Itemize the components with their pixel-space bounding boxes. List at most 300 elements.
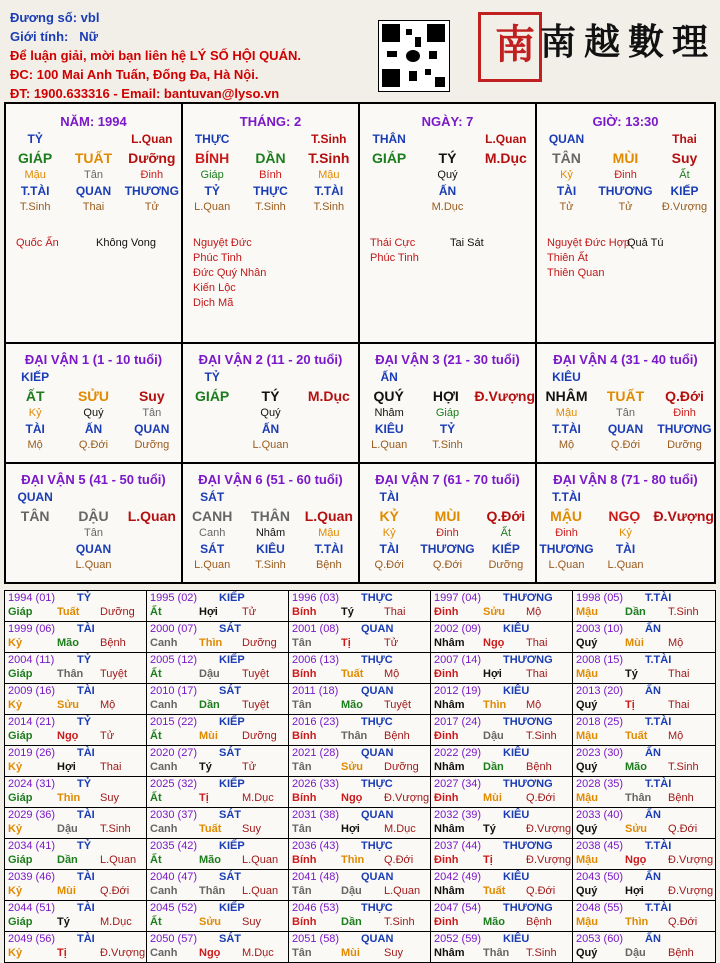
year-god: ẤN [645,747,661,759]
star-name: Phúc Tinh [370,252,419,264]
year-phase: Mộ [668,637,684,649]
spacer [596,369,655,386]
year-god: ẤN [645,685,661,697]
year-stem: Giáp [8,854,33,866]
year-branch: Tị [483,854,493,866]
year-cell[interactable] [5,622,147,652]
luck-cell[interactable] [537,344,714,462]
year-stem: Bính [292,916,317,928]
phone-email[interactable]: ĐT: 1900.633316 - Email: bantuvan@lyso.vn [10,86,280,101]
year-phase: Đ.Vượng [668,885,714,897]
luck-stem-branch-row [183,386,358,406]
year-label: 2020 (27) [150,747,198,759]
hidden-stem: Tân [84,527,103,539]
hidden-god [360,183,418,200]
year-cell[interactable] [431,591,573,621]
year-branch: Hợi [483,668,502,680]
year-row [5,746,715,777]
hidden-god [123,541,181,558]
hidden-stem: Quý [260,407,281,419]
year-cell[interactable] [431,746,573,776]
year-branch: Hợi [199,606,218,618]
star-line [193,266,354,281]
year-label: 2042 (49) [434,871,482,883]
year-row [5,901,715,932]
hidden-stem: Quý [437,169,458,181]
stem-branch: DẦN [255,150,286,166]
hidden-stem: Đinh [140,169,164,181]
year-cell[interactable] [147,870,289,900]
ten-god [241,131,299,148]
year-stem: Ất [150,606,162,618]
hidden-stem-row [360,406,535,421]
hidden-god-row [360,541,535,558]
year-branch: Mùi [57,885,76,897]
star-name: Thiên Ất [547,252,588,264]
year-cell[interactable] [5,839,147,869]
luck-stem-branch: Đ.Vượng [653,508,714,524]
luck-row [6,464,714,582]
luck-title: ĐẠI VẬN 5 (41 - 50 tuổi) [21,472,166,487]
year-cell[interactable] [5,932,147,962]
year-god: TỶ [77,840,92,852]
star-name: Nguyệt Đức [193,237,252,249]
year-label: 2031 (38) [292,809,340,821]
year-stem: Quý [576,761,598,773]
year-stem: Kỷ [8,637,23,649]
luck-stem-branch: NHÂM [545,388,588,404]
life-stage [477,200,535,215]
year-phase: Bệnh [526,761,552,773]
year-cell[interactable] [573,932,715,962]
life-stage-row [183,558,358,573]
hidden-stem-row [6,526,181,541]
ten-god: THỰC [194,132,230,146]
year-branch: Thân [341,730,368,742]
year-cell[interactable] [289,684,431,714]
stem-branch-row [537,148,714,168]
year-label: 2047 (54) [434,902,482,914]
pillar-cell[interactable] [537,104,714,342]
year-god: QUAN [361,933,394,945]
year-label: 2014 (21) [8,716,56,728]
luck-stem-branch: Q.Đới [665,388,704,404]
stem-branch-row [6,148,181,168]
year-stem: Ất [150,792,162,804]
life-stage: L.Quan [194,559,231,571]
year-cell[interactable] [289,715,431,745]
year-phase: Suy [100,792,119,804]
year-phase: M.Dục [242,947,274,959]
year-cell[interactable] [147,684,289,714]
year-stem: Tân [292,699,312,711]
year-branch: Sửu [625,823,648,835]
year-label: 2039 (46) [8,871,56,883]
year-stem: Mậu [576,606,598,618]
spacer [300,369,358,386]
hidden-god-row [183,421,358,438]
year-cell[interactable] [147,777,289,807]
year-cell[interactable] [573,653,715,683]
year-god: THỰC [361,592,393,604]
year-stem: Mậu [576,916,598,928]
luck-god: TỶ [204,370,220,384]
year-row [5,591,715,622]
year-cell[interactable] [289,591,431,621]
year-god: TỶ [77,654,92,666]
pillar-title: THÁNG: 2 [239,114,302,129]
year-phase: Mộ [384,668,400,680]
year-stem: Bính [292,606,317,618]
year-label: 2036 (43) [292,840,340,852]
year-phase: Bệnh [384,730,410,742]
stem-branch: Suy [671,150,698,166]
year-god: ẤN [645,623,661,635]
year-cell[interactable] [5,901,147,931]
year-cell[interactable] [573,622,715,652]
hidden-stem: Mậu [24,169,46,181]
luck-stem-branch: M.Dục [307,388,350,404]
hidden-stem: Tân [616,407,635,419]
year-cell[interactable] [289,839,431,869]
luck-stem-branch: GIÁP [195,388,230,404]
year-cell[interactable] [289,622,431,652]
luck-stem-branch-row [537,386,714,406]
year-stem: Kỷ [8,761,23,773]
year-label: 2000 (07) [150,623,198,635]
year-phase: Mộ [100,699,116,711]
hidden-stem-row [537,168,714,183]
year-label: 1994 (01) [8,592,56,604]
year-branch: Dậu [199,668,220,680]
year-cell[interactable] [431,932,573,962]
year-label: 2001 (08) [292,623,340,635]
year-god: ẤN [645,871,661,883]
year-cell[interactable] [289,653,431,683]
year-cell[interactable] [431,808,573,838]
luck-stem-branch: ẤT [25,388,45,404]
luck-stem-branch: MẬU [550,508,583,524]
year-stem: Mậu [576,792,598,804]
pillar-cell[interactable] [183,104,360,342]
hidden-god-row [183,541,358,558]
year-god: THỰC [361,716,393,728]
spacer [64,489,122,506]
hidden-stem-row [360,526,535,541]
hidden-god: THƯƠNG [539,542,594,556]
year-god: TÀI [77,685,95,697]
year-label: 2048 (55) [576,902,624,914]
luck-cell[interactable] [360,464,537,582]
year-branch: Dần [199,699,220,711]
luck-cell[interactable] [6,344,183,462]
hidden-stem: Tân [84,169,103,181]
pillar-cell[interactable] [360,104,537,342]
year-branch: Thìn [341,854,365,866]
year-cell[interactable] [573,746,715,776]
year-branch: Mão [57,637,79,649]
star-name: Quốc Ấn [16,237,59,249]
year-god: T.TÀI [645,592,672,604]
year-cell[interactable] [147,622,289,652]
year-cell[interactable] [573,777,715,807]
year-god: KIẾP [219,654,245,666]
hidden-god-row [360,421,535,438]
year-row [5,932,715,962]
year-cell[interactable] [431,684,573,714]
year-stem: Ất [150,730,162,742]
life-stage: Q.Đới [432,559,463,571]
stem-branch: BÍNH [195,150,230,166]
year-branch: Ngọ [341,792,363,804]
year-god: T.TÀI [645,902,672,914]
hidden-god: T.TÀI [20,184,50,198]
luck-cell[interactable] [6,464,183,582]
year-cell[interactable] [147,901,289,931]
year-branch: Tị [625,699,635,711]
year-phase: Tuyệt [242,668,270,680]
year-phase: Q.Đới [668,916,698,928]
spacer [241,369,299,386]
hidden-god: KIÊU [374,422,404,436]
year-phase: Thai [526,668,548,680]
year-label: 2049 (56) [8,933,56,945]
star-name: Phúc Tinh [193,252,242,264]
year-cell[interactable] [289,932,431,962]
year-cell[interactable] [431,715,573,745]
year-phase: Q.Đới [384,854,414,866]
year-branch: Ngọ [483,637,505,649]
luck-cell[interactable] [537,464,714,582]
year-branch: Mão [199,854,221,866]
life-stage-row [360,438,535,453]
year-phase: Tuyệt [242,699,270,711]
year-stem: Quý [576,823,598,835]
year-phase: T.Sinh [526,730,557,742]
hidden-stem: Mậu [318,169,340,181]
year-god: QUAN [361,871,394,883]
year-row [5,653,715,684]
annual-luck-table [4,590,716,963]
year-label: 2016 (23) [292,716,340,728]
year-branch: Ngọ [57,730,79,742]
year-stem: Đinh [434,668,459,680]
header-info [10,8,380,103]
year-cell[interactable] [573,808,715,838]
star-line [16,236,177,251]
life-stage: Bệnh [315,559,342,571]
year-cell[interactable] [289,808,431,838]
year-cell[interactable] [431,901,573,931]
year-branch: Thân [625,792,652,804]
luck-stem-branch: MÙI [434,508,461,524]
year-cell[interactable] [289,870,431,900]
year-label: 2013 (20) [576,685,624,697]
hidden-god: THƯƠNG [657,422,712,436]
year-phase: Bệnh [668,947,694,959]
year-cell[interactable] [147,808,289,838]
year-god: T.TÀI [645,716,672,728]
year-cell[interactable] [573,870,715,900]
year-cell[interactable] [289,746,431,776]
year-cell[interactable] [573,684,715,714]
spacer [477,489,535,506]
year-phase: Tử [242,761,257,773]
star-line [193,236,354,251]
year-label: 2032 (39) [434,809,482,821]
year-label: 2005 (12) [150,654,198,666]
spacer [596,489,655,506]
luck-stem-branch: CANH [191,508,233,524]
year-label: 2053 (60) [576,933,624,945]
year-god: T.TÀI [645,654,672,666]
year-god: KIÊU [503,933,530,945]
star-name: Nguyệt Đức Hợp [547,237,631,249]
year-cell[interactable] [5,591,147,621]
ten-god-row [360,131,535,148]
luck-god-row [183,369,358,386]
year-god: THỰC [361,902,393,914]
year-god: TÀI [77,933,95,945]
year-stem: Đinh [434,606,459,618]
luck-cell[interactable] [183,344,360,462]
year-god: THƯƠNG [503,592,553,604]
life-stage: L.Quan [75,559,112,571]
year-cell[interactable] [147,591,289,621]
year-cell[interactable] [5,746,147,776]
year-stem: Giáp [8,668,33,680]
luck-cell[interactable] [183,464,360,582]
hidden-god: THƯƠNG [124,184,179,198]
year-god: KIẾP [219,716,245,728]
hidden-god: QUAN [75,542,112,556]
year-god: KIÊU [503,747,530,759]
year-branch: Tuất [483,885,506,897]
year-god: TÀI [77,747,95,759]
year-cell[interactable] [5,715,147,745]
year-label: 2046 (53) [292,902,340,914]
year-cell[interactable] [147,932,289,962]
year-god: SÁT [219,747,241,759]
year-label: 2023 (30) [576,747,624,759]
ten-god: T.Sinh [311,132,347,146]
qr-code-icon[interactable] [378,20,450,92]
hidden-god: SÁT [200,542,225,556]
year-phase: Mộ [526,606,542,618]
year-branch: Mão [625,761,647,773]
year-phase: Q.Đới [526,885,556,897]
year-row [5,839,715,870]
pillar-cell[interactable] [6,104,183,342]
year-label: 2018 (25) [576,716,624,728]
luck-stem-branch-row [360,386,535,406]
luck-god: ẤN [380,370,398,384]
year-label: 2033 (40) [576,809,624,821]
life-stage [183,438,241,453]
year-branch: Dần [341,916,362,928]
year-stem: Giáp [8,606,33,618]
year-cell[interactable] [5,808,147,838]
year-god: KIẾP [219,778,245,790]
luck-title: ĐẠI VẬN 4 (31 - 40 tuổi) [553,352,698,367]
year-cell[interactable] [573,715,715,745]
hidden-stem: Tân [142,407,162,419]
year-stem: Mậu [576,668,598,680]
hidden-stem [183,406,241,421]
hidden-stem: Giáp [200,169,224,181]
year-cell[interactable] [431,653,573,683]
year-stem: Mậu [576,854,598,866]
year-phase: Suy [242,916,261,928]
luck-god: SÁT [200,490,225,504]
year-cell[interactable] [431,777,573,807]
pillar-row [6,104,714,344]
stars-list [16,236,177,251]
hidden-stem [477,168,535,183]
year-cell[interactable] [147,653,289,683]
year-branch: Tuất [199,823,222,835]
year-cell[interactable] [431,622,573,652]
hidden-god: KIẾP [670,184,699,198]
luck-stem-branch-row [6,506,181,526]
year-phase: Tuyệt [100,668,128,680]
luck-stem-branch: Đ.Vượng [474,388,536,404]
year-god: KIÊU [503,623,530,635]
year-cell[interactable] [5,653,147,683]
year-cell[interactable] [147,839,289,869]
year-cell[interactable] [573,591,715,621]
hidden-god [6,541,64,558]
luck-cell[interactable] [360,344,537,462]
gender: Giới tính: Nữ [10,29,98,44]
year-stem: Giáp [8,730,33,742]
life-stage: T.Sinh [255,201,286,213]
year-cell[interactable] [573,839,715,869]
life-stage [300,438,358,453]
ten-god [596,131,655,148]
year-cell[interactable] [147,715,289,745]
year-label: 2035 (42) [150,840,198,852]
year-cell[interactable] [289,777,431,807]
year-label: 2004 (11) [8,654,55,666]
hidden-god: QUAN [607,422,644,436]
year-cell[interactable] [5,684,147,714]
luck-stem-branch-row [360,506,535,526]
year-cell[interactable] [5,777,147,807]
year-stem: Canh [150,761,178,773]
hidden-stem [123,526,181,541]
year-god: TÀI [77,902,95,914]
year-cell[interactable] [431,839,573,869]
year-god: ẤN [645,809,661,821]
life-stage: Tử [618,201,633,213]
year-cell[interactable] [573,901,715,931]
year-cell[interactable] [289,901,431,931]
year-phase: Đ.Vượng [526,854,572,866]
star-name: Thái Cực [370,237,416,249]
ten-god: THÂN [372,132,406,146]
year-branch: Ngọ [199,947,221,959]
year-label: 2037 (44) [434,840,482,852]
year-phase: T.Sinh [384,916,415,928]
year-cell[interactable] [431,870,573,900]
seal-stamp: 南 [478,12,542,82]
year-cell[interactable] [147,746,289,776]
year-stem: Ất [150,854,162,866]
year-cell[interactable] [5,870,147,900]
stem-branch: TÂN [552,150,581,166]
year-label: 1998 (05) [576,592,624,604]
